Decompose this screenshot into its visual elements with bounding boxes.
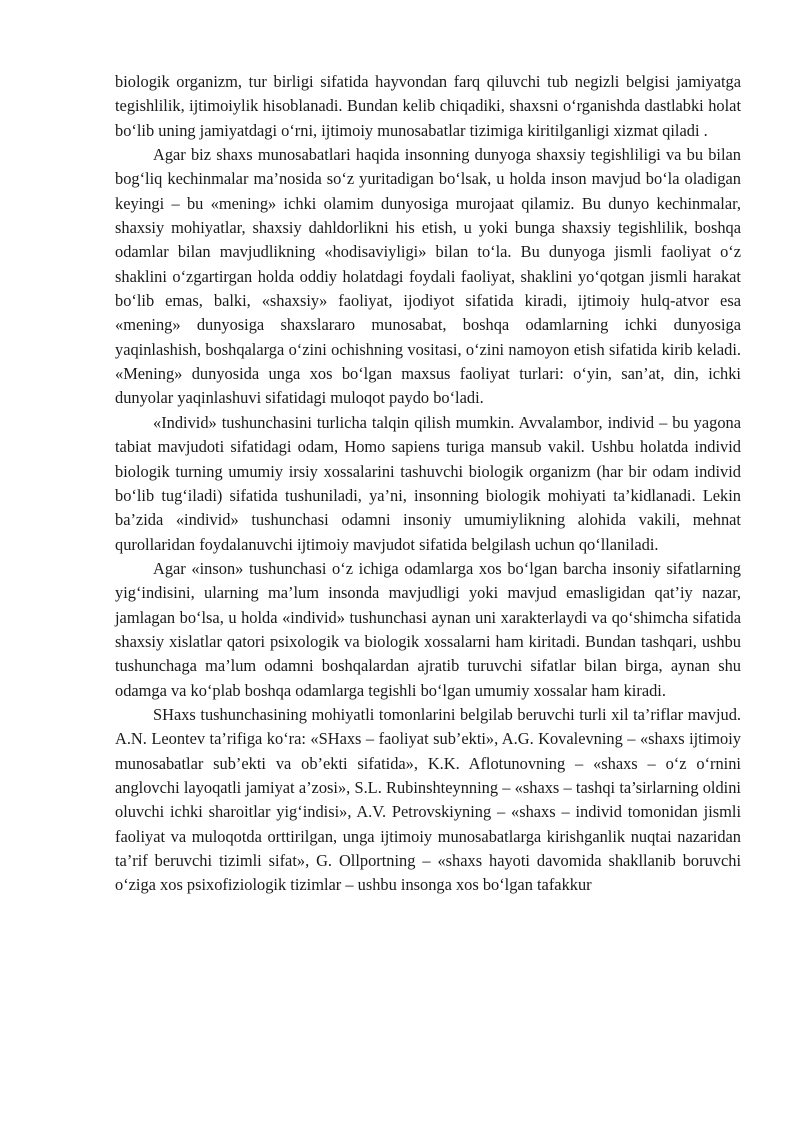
paragraph-4: Agar «inson» tushunchasi o‘z ichiga odamlarga xos bo‘lgan barcha insoniy sifatlarning yig‘indisini, ularning ma’lum insonda mavjudligi yoki mavjud emasligidan qat’iy nazar, jamlagan bo‘lsa, u holda «individ» tushunchasi aynan uni xarakterlaydi va qo‘shimcha sifatida shaxsiy xislatlar qatori psixologik va biologik xossalarni ham kiritadi. Bundan tashqari, ushbu tushunchaga ma’lum odamni boshqalardan ajratib turuvchi sifatlar bilan birga, aynan shu odamga va ko‘plab boshqa odamlarga tegishli bo‘lgan umumiy xossalar ham kiradi. (115, 558, 741, 700)
paragraph-5: SHaxs tushunchasining mohiyatli tomonlarini belgilab beruvchi turli xil ta’riflar mavjud. A.N. Leontev ta’rifiga ko‘ra: «SHaxs – faoliyat sub’ekti», A.G. Kovalevning – «shaxs ijtimoiy munosabatlar sub’ekti va ob’ekti sifatida», K.K. Aflotunovning – «shaxs – o‘z o‘rnini anglovchi layoqatli jamiyat a’zosi», S.L. Rubinshteynning – «shaxs – tashqi ta’sirlarning oldini oluvchi ichki sharoitlar yig‘indisi», A.V. Petrovskiyning – «shaxs – individ tomonidan jismli faoliyat va muloqotda orttirilgan, unga ijtimoiy munosabatlarga kirishganlik nuqtai nazaridan ta’rif beruvchi tizimli sifat», G. Ollportning – «shaxs hayoti davomida shakllanib boruvchi o‘ziga xos psixofiziologik tizimlar – ushbu insonga xos bo‘lgan tafakkur (115, 704, 741, 895)
document-body (115, 70, 741, 898)
paragraph-2: Agar biz shaxs munosabatlari haqida insonning dunyoga shaxsiy tegishliligi va bu bilan bog‘liq kechinmalar ma’nosida so‘z yuritadigan bo‘lsak, u holda inson mavjud bo‘la oladigan keyingi – bu «mening» ichki olamim dunyosiga murojaat qilamiz. Bu dunyo kechinmalar, shaxsiy mohiyatlar, shaxsiy dahldorlikni his etish, u yoki bunga shaxsiy tegishlilik, boshqa odamlar bilan mavjudlikning «hodisaviyligi» bilan to‘la. Bu dunyoga jismli faoliyat o‘z shaklini o‘zgartirgan holda oddiy holatdagi foydali faoliyat, shaklini yo‘qotgan jismli harakat bo‘lib emas, balki, «shaxsiy» faoliyat, ijodiyot sifatida kiradi, ijtimoiy hulq-atvor esa «mening» dunyosiga shaxslararo munosabat, boshqa odamlarning ichki dunyosiga yaqinlashish, boshqalarga o‘zini ochishning vositasi, o‘zini namoyon etish sifatida kirib keladi. «Mening» dunyosida unga xos bo‘lgan maxsus faoliyat turlari: o‘yin, san’at, din, ichki dunyolar yaqinlashuvi sifatidagi muloqot paydo bo‘ladi. (115, 145, 741, 408)
paragraph-3: «Individ» tushunchasini turlicha talqin qilish mumkin. Avvalambor, individ – bu yagona tabiat mavjudoti sifatidagi odam, Homo sapiens turiga mansub vakil. Ushbu holatda individ biologik turning umumiy irsiy xossalarini tashuvchi biologik organizm (har bir odam individ bo‘lib tug‘iladi) sifatida tushuniladi, ya’ni, insonning biologik mohiyati ta’kidlanadi. Lekin ba’zida «individ» tushunchasi odamni insoniy umumiylikning alohida vakili, mehnat qurollaridan foydalanuvchi ijtimoiy mavjudot sifatida belgilash uchun qo‘llaniladi. (115, 412, 741, 554)
paragraph-1: biologik organizm, tur birligi sifatida hayvondan farq qiluvchi tub negizli belgisi jamiyatga tegishlilik, ijtimoiylik hisoblanadi. Bundan kelib chiqadiki, shaxsni o‘rganishda dastlabki holat bo‘lib uning jamiyatdagi o‘rni, ijtimoiy munosabatlar tizimiga kiritilganligi xizmat qiladi . (115, 72, 741, 140)
